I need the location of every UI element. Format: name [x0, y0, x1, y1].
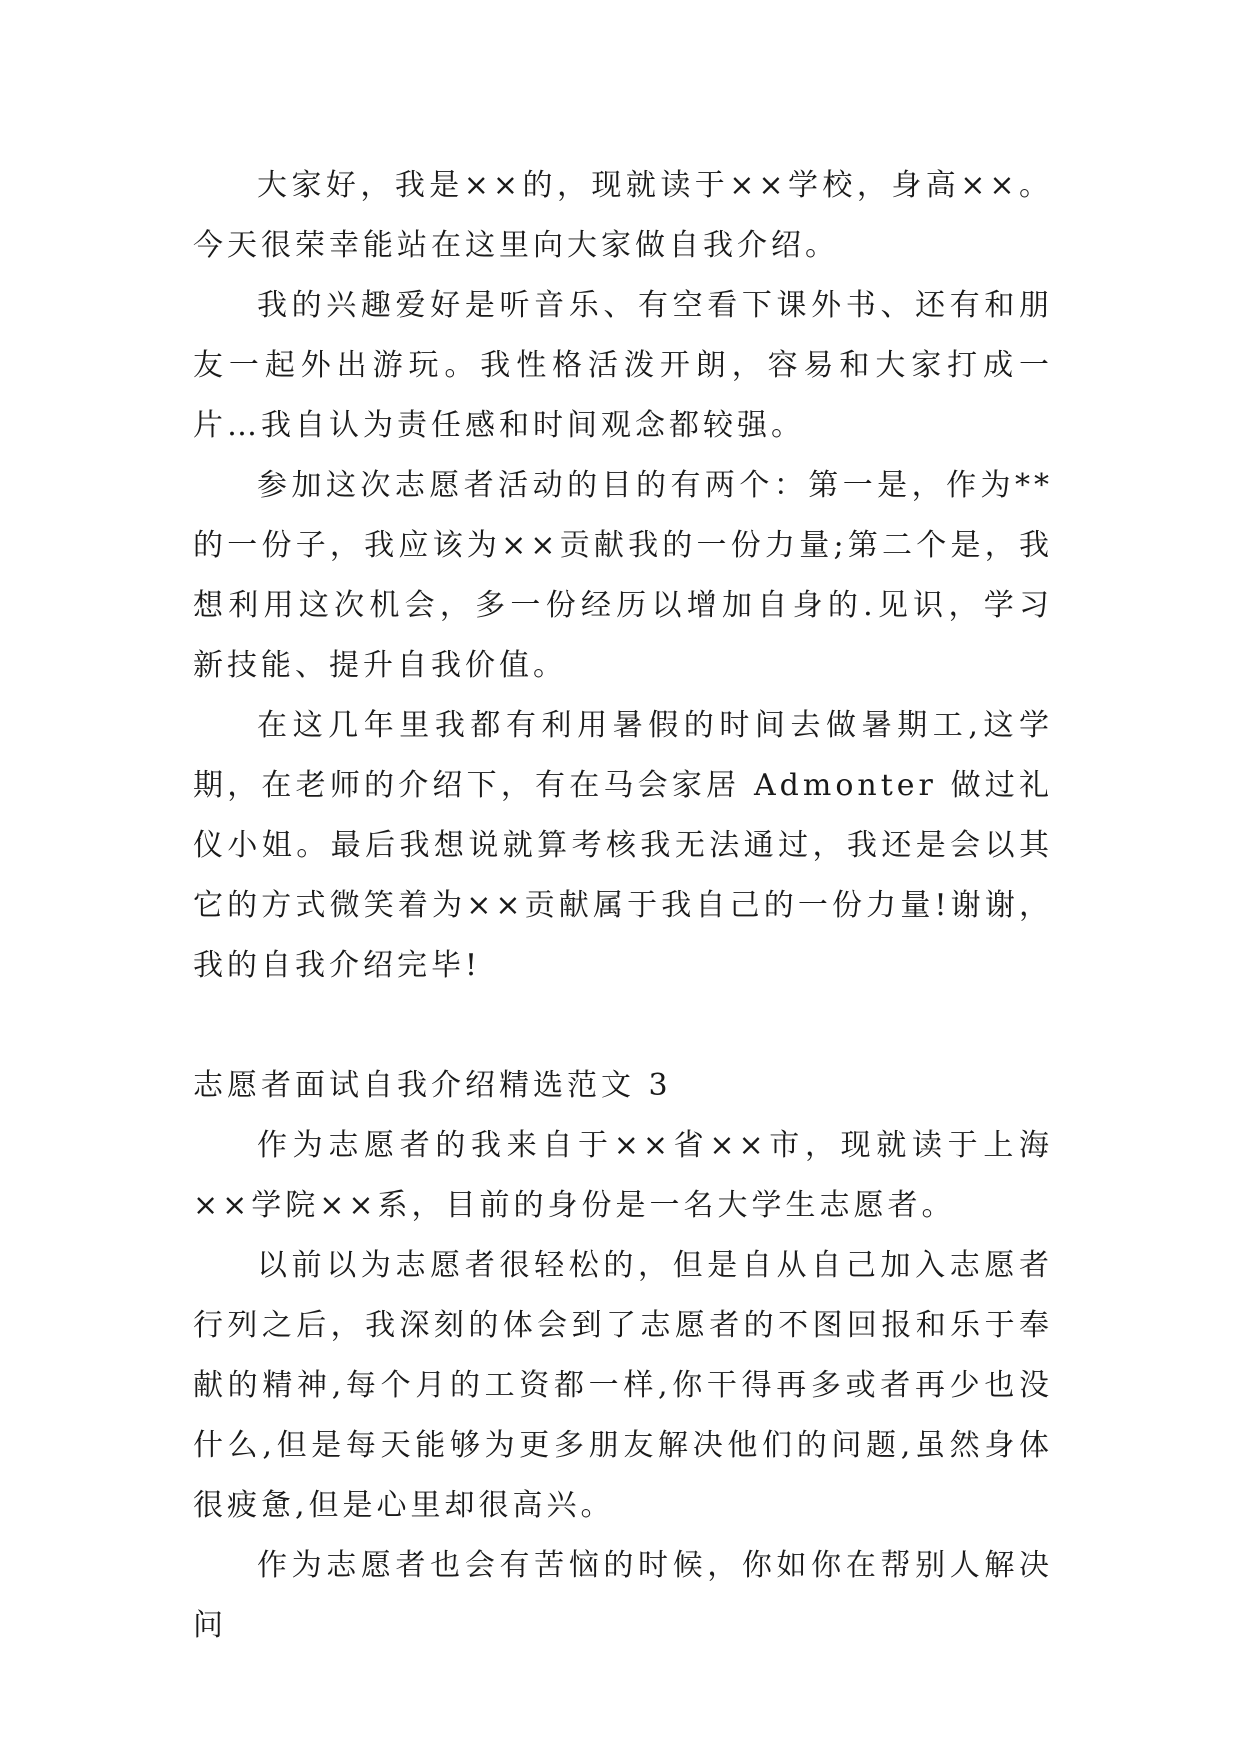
paragraph-troubles: 作为志愿者也会有苦恼的时候，你如你在帮别人解决问	[193, 1548, 1053, 1643]
paragraph-origin: 作为志愿者的我来自于××省××市，现就读于上海××学院××系，目前的身份是一名大学生志愿者。	[193, 1128, 1053, 1223]
paragraph-intro: 大家好，我是××的，现就读于××学校，身高××。今天很荣幸能站在这里向大家做自我介绍。	[193, 168, 1053, 263]
paragraph-experience: 在这几年里我都有利用暑假的时间去做暑期工,这学期，在老师的介绍下，有在马会家居 Admonter 做过礼仪小姐。最后我想说就算考核我无法通过，我还是会以其它的方式微笑着为××贡献属于我自己的一份力量!谢谢，我的自我介绍完毕!	[193, 708, 1053, 983]
paragraph-feelings: 以前以为志愿者很轻松的，但是自从自己加入志愿者行列之后，我深刻的体会到了志愿者的不图回报和乐于奉献的精神,每个月的工资都一样,你干得再多或者再少也没什么,但是每天能够为更多朋友解决他们的问题,虽然身体很疲惫,但是心里却很高兴。	[193, 1248, 1053, 1523]
document-body	[193, 156, 1053, 1656]
section-heading: 志愿者面试自我介绍精选范文 3	[193, 1068, 672, 1103]
paragraph-purpose: 参加这次志愿者活动的目的有两个：第一是，作为**的一份子，我应该为××贡献我的一份力量;第二个是，我想利用这次机会，多一份经历以增加自身的.见识，学习新技能、提升自我价值。	[193, 468, 1053, 683]
paragraph-hobbies: 我的兴趣爱好是听音乐、有空看下课外书、还有和朋友一起外出游玩。我性格活泼开朗，容易和大家打成一片…我自认为责任感和时间观念都较强。	[193, 288, 1053, 443]
